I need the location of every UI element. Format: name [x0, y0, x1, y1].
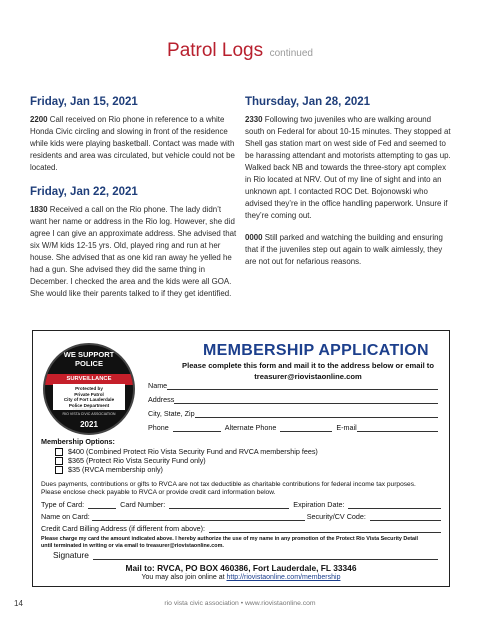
name-field[interactable]	[167, 381, 438, 390]
authorization-note	[41, 536, 445, 550]
page-title	[0, 40, 480, 62]
card-number-label: Card Number:	[120, 500, 166, 509]
billing-row	[41, 524, 441, 533]
signature-row	[53, 550, 438, 560]
billing-field[interactable]	[209, 524, 441, 533]
log-time: 2200	[30, 115, 48, 124]
membership-form	[32, 330, 450, 587]
badge-ribbon: SURVEILLANCE	[43, 374, 135, 385]
address-row	[148, 395, 438, 404]
dues-note-line2: Please enclose check payable to RVCA or provide credit card information below.	[41, 489, 276, 497]
option-row[interactable]	[55, 465, 318, 474]
form-title: MEMBERSHIP APPLICATION	[203, 342, 429, 359]
expiration-field[interactable]	[348, 500, 441, 509]
option-row[interactable]	[55, 456, 318, 465]
option-checkbox[interactable]	[55, 466, 63, 474]
name-on-card-field[interactable]	[92, 512, 305, 521]
badge-web	[45, 407, 133, 416]
email-label: E-mail	[336, 423, 357, 432]
option-label: $400 (Combined Protect Rio Vista Security Fund and RVCA membership fees)	[68, 447, 318, 456]
option-label: $35 (RVCA membership only)	[68, 465, 163, 474]
name-label: Name	[148, 381, 168, 390]
badge-org-line: RIO VISTA CIVIC ASSOCIATION	[62, 411, 116, 416]
name-on-card-label: Name on Card:	[41, 512, 90, 521]
card-number-field[interactable]	[169, 500, 289, 509]
form-subtitle	[173, 361, 443, 382]
badge-top-line2: POLICE	[75, 359, 103, 368]
address-field[interactable]	[174, 395, 438, 404]
expiration-label: Expiration Date:	[293, 500, 345, 509]
badge-web-line: RioVistaOnline.com	[73, 407, 105, 411]
log-time: 0000	[245, 233, 263, 242]
alt-phone-label: Alternate Phone	[224, 423, 277, 432]
phone-field[interactable]	[173, 423, 221, 432]
log-text: Call received on Rio phone in reference to a white Honda Civic circling and slowing in front of the residence while kids were playing basketball. Contact was made with residents and area was circulated, but vehicle could not be located.	[30, 115, 235, 172]
page-title-continued: continued	[269, 48, 313, 59]
badge-body-line: Private Patrol	[74, 391, 104, 397]
email-field[interactable]	[357, 423, 438, 432]
log-text: Following two juveniles who are walking around south on Federal for about 10-15 minutes. They stopped at Shell gas station mart on west side of Fed and seemed to be harassing attendant and motorists attempting to gas up. Walked back NB and towards the three-story apt complex in Rio located at NRV. Out of my line of sight and into an unknown apt. I contacted ROC Det. Bojonowski who advised they’re in the office handling paperwork. Unsure if they’re coming out.	[245, 115, 451, 220]
mail-to-address: Mail to: RVCA, PO BOX 460386, Fort Lauderdale, FL 33346	[125, 563, 357, 573]
form-subtitle-line1: Please complete this form and mail it to the address below or email to	[182, 361, 434, 370]
log-text: Still parked and watching the building and ensuring that if the juveniles step out again to walk aimlessly, they are not out for nefarious reasons.	[245, 233, 443, 266]
log-time: 2330	[245, 115, 263, 124]
badge-body-line: Protected by	[75, 386, 103, 391]
name-on-card-row	[41, 512, 441, 521]
security-label: Security/CV Code:	[306, 512, 366, 521]
phone-label: Phone	[148, 423, 169, 432]
membership-options	[41, 437, 318, 474]
badge-year: 2021	[80, 420, 98, 429]
page-number: 14	[14, 599, 23, 608]
badge-body-line: Police Department	[68, 402, 110, 408]
log-entry	[245, 114, 452, 222]
log-time: 1830	[30, 205, 48, 214]
option-row[interactable]	[55, 447, 318, 456]
option-label: $365 (Protect Rio Vista Security Fund only)	[68, 456, 206, 465]
badge-body-line: City of Fort Lauderdale	[63, 397, 115, 403]
badge-top-text	[45, 350, 133, 368]
authorization-line2: until terminated in writing or via email to treasurer@riovistaonline.com.	[41, 543, 224, 549]
log-entry	[30, 114, 237, 174]
log-date: Thursday, Jan 28, 2021	[245, 96, 371, 108]
name-row	[148, 381, 438, 390]
address-label: Address	[148, 395, 175, 404]
log-text: Received a call on the Rio phone. The lady didn’t want her name or address in the Rio log. However, she did agree I can give an approximate address. She advised that six W/M kids 12-15 yrs. Old, played ring and run at her house. She advised that as one kid ran away he yelled he had a gun. She advised they did the same thing in December. I checked the area and the kids were all GOA. She would like their parents talked to if they get identified.	[30, 205, 237, 298]
log-date: Friday, Jan 15, 2021	[30, 96, 138, 108]
billing-label: Credit Card Billing Address (if different from above):	[41, 524, 206, 533]
footer-text: rio vista civic association • www.riovistaonline.com	[164, 600, 316, 607]
online-prefix: You may also join online at	[141, 574, 227, 581]
option-checkbox[interactable]	[55, 457, 63, 465]
signature-field[interactable]	[93, 551, 438, 560]
page-title-main: Patrol Logs	[167, 40, 264, 61]
card-type-label: Type of Card:	[41, 500, 85, 509]
online-join	[33, 574, 449, 581]
badge-top-line1: WE SUPPORT	[63, 350, 115, 359]
log-entry	[30, 204, 237, 300]
right-column	[245, 96, 452, 278]
page-footer	[0, 599, 480, 611]
security-field[interactable]	[370, 512, 441, 521]
options-heading: Membership Options:	[41, 437, 115, 446]
alt-phone-field[interactable]	[280, 423, 332, 432]
dues-note-line1: Dues payments, contributions or gifts to RVCA are not tax deductible as charitable contributions for federal income tax purposes.	[41, 481, 416, 488]
log-entry	[245, 232, 452, 268]
membership-link[interactable]: http://riovistaonline.com/membership	[226, 574, 341, 581]
card-row	[41, 500, 441, 509]
surveillance-badge-logo	[43, 343, 135, 435]
city-label: City, State, Zip	[148, 409, 195, 418]
dues-note	[41, 481, 445, 497]
option-checkbox[interactable]	[55, 448, 63, 456]
form-subtitle-line2: treasurer@riovistaonline.com	[254, 371, 362, 381]
city-field[interactable]	[195, 409, 438, 418]
card-type-field[interactable]	[88, 500, 116, 509]
left-column	[30, 96, 237, 310]
authorization-line1: Please charge my card the amount indicated above. I hereby authorize the use of my name in any promotion of the Protect Rio Vista Security Detail	[41, 536, 419, 542]
signature-label: Signature	[53, 550, 89, 560]
log-date: Friday, Jan 22, 2021	[30, 186, 138, 198]
phone-row	[148, 423, 438, 432]
city-row	[148, 409, 438, 418]
